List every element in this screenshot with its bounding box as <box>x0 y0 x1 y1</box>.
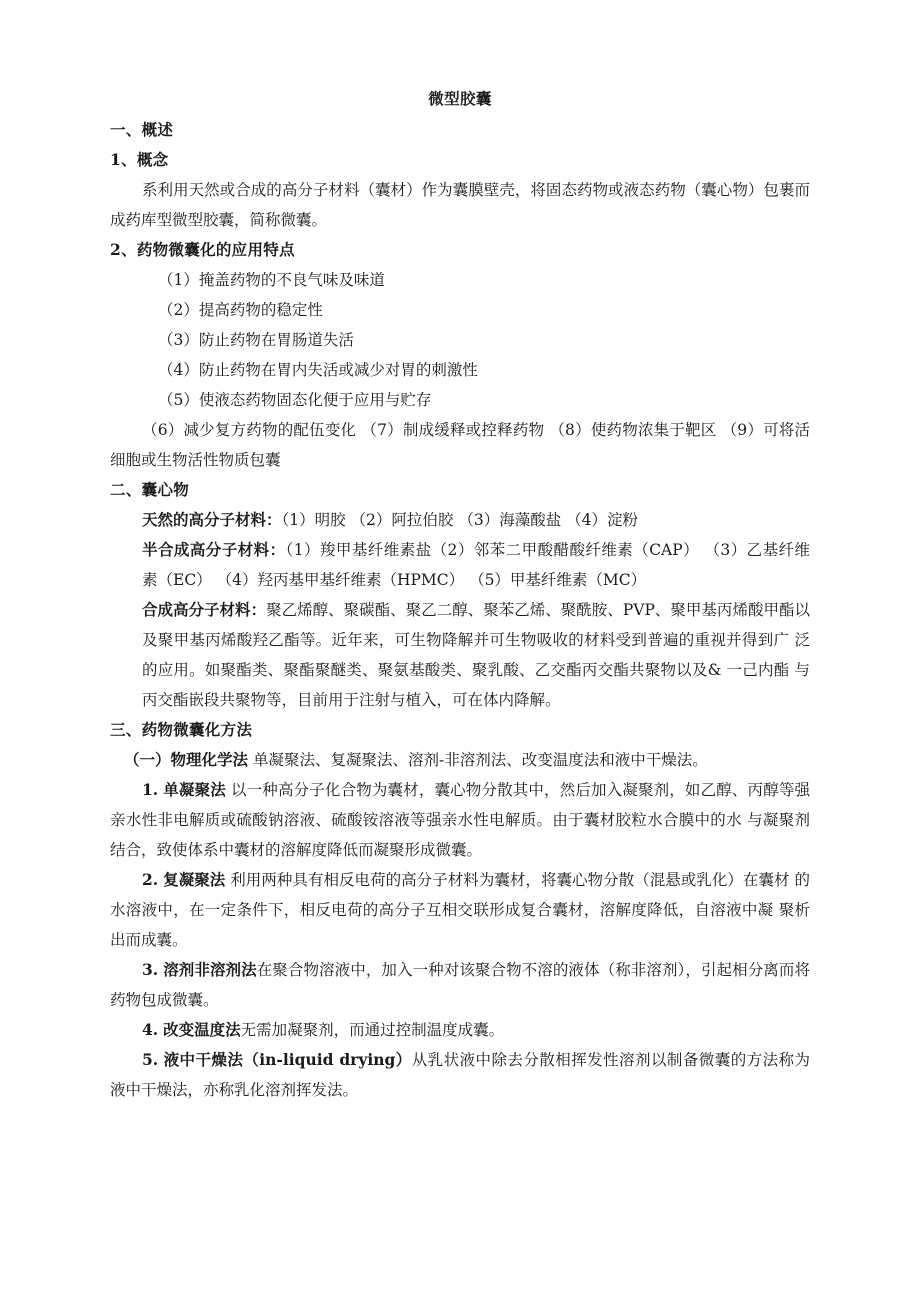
method-item-1-number: 1. <box>142 780 159 799</box>
method-item-5-desc: 从乳状液中除去分散相挥发性溶剂以制备微囊的方法称为液中干燥法，亦称乳化溶剂挥发法。 <box>110 1051 810 1099</box>
material-group-natural-content: （1）明胶 （2）阿拉伯胶 （3）海藻酸盐 （4）淀粉 <box>281 511 638 529</box>
heading-overview: 一、概述 <box>110 120 174 139</box>
method-item-5-name: 液中干燥法（in-liquid drying） <box>163 1050 412 1069</box>
method-item-2 <box>110 865 810 955</box>
method-item-2-number: 2. <box>142 870 159 889</box>
subheading-concept: 1、概念 <box>110 150 169 169</box>
material-group-semisynthetic-content: （1）羧甲基纤维素盐（2）邻苯二甲酸醋酸纤维素（CAP） （3）乙基纤维 素（EC） （4）羟丙基甲基纤维素（HPMC） （5）甲基纤维素（MC） <box>142 541 810 589</box>
material-group-semisynthetic <box>110 535 810 595</box>
method-category-content: 单凝聚法、复凝聚法、溶剂-非溶剂法、改变温度法和液中干燥法。 <box>252 751 708 769</box>
method-item-3 <box>110 955 810 1015</box>
paragraph-application-features-tail: （6）减少复方药物的配伍变化 （7）制成缓释或控释药物 （8）使药物浓集于靶区 （9）可将活细胞或生物活性物质包囊 <box>110 421 810 469</box>
list-item: （3）防止药物在胃肠道失活 <box>158 331 354 349</box>
subheading-application-features: 2、药物微囊化的应用特点 <box>110 240 295 259</box>
method-item-5 <box>110 1045 810 1105</box>
method-item-4 <box>110 1015 810 1045</box>
material-group-synthetic-content: 聚乙烯醇、聚碳酯、聚乙二醇、聚苯乙烯、聚酰胺、PVP、聚甲基丙烯酸甲酯以及聚甲基丙烯酸羟乙酯等。近年来，可生物降解并可生物吸收的材料受到普遍的重视并得到广 泛的应用。如聚酯类、聚酯聚醚类、聚氨基酸类、聚乳酸、乙交酯丙交酯共聚物以及& 一己内酯 与丙交酯嵌段共聚物等，目前用于注射与植入，可在体内降解。 <box>142 601 810 709</box>
material-group-synthetic-label: 合成高分子材料： <box>142 600 267 619</box>
method-item-1-desc: 以一种高分子化合物为囊材，囊心物分散其中，然后加入凝聚剂，如乙醇、丙醇等强亲水性非电解质或硫酸钠溶液、硫酸铵溶液等强亲水性电解质。由于囊材胶粒水合膜中的水 与凝聚剂结合，致使体系中囊材的溶解度降低而凝聚形成微囊。 <box>110 781 810 859</box>
method-item-1-name: 单凝聚法 <box>163 780 226 799</box>
method-item-1 <box>110 775 810 865</box>
paragraph-concept-definition: 系利用天然或合成的高分子材料（囊材）作为囊膜壁壳，将固态药物或液态药物（囊心物）包裹而 成药库型微型胶囊，简称微囊。 <box>110 181 810 229</box>
method-item-5-number: 5. <box>142 1050 159 1069</box>
list-item: （1）掩盖药物的不良气味及味道 <box>158 271 385 289</box>
method-item-3-number: 3. <box>142 960 159 979</box>
method-item-4-name: 改变温度法 <box>163 1020 241 1039</box>
method-item-2-desc: 利用两种具有相反电荷的高分子材料为囊材，将囊心物分散（混悬或乳化）在囊材 的水溶液中，在一定条件下，相反电荷的高分子互相交联形成复合囊材，溶解度降低，自溶液中凝 聚析出而成囊。 <box>110 871 810 949</box>
page-title: 微型胶囊 <box>428 89 492 108</box>
method-item-4-desc: 无需加凝聚剂，而通过控制温度成囊。 <box>240 1021 505 1039</box>
list-item: （5）使液态药物固态化便于应用与贮存 <box>158 391 432 409</box>
material-group-natural <box>110 505 810 535</box>
method-item-4-number: 4. <box>142 1020 159 1039</box>
list-item: （4）防止药物在胃内失活或减少对胃的刺激性 <box>158 361 478 379</box>
heading-microencapsulation-methods: 三、药物微囊化方法 <box>110 720 253 739</box>
method-item-3-name: 溶剂非溶剂法 <box>163 960 257 979</box>
method-item-2-name: 复凝聚法 <box>163 870 226 889</box>
heading-core-material: 二、囊心物 <box>110 480 190 499</box>
document-body <box>110 84 810 1105</box>
method-category-label: （一）物理化学法 <box>124 750 249 769</box>
material-group-natural-label: 天然的高分子材料： <box>142 510 282 529</box>
method-category-physicochemical <box>110 745 810 775</box>
material-group-synthetic <box>110 595 810 715</box>
list-item: （2）提高药物的稳定性 <box>158 301 323 319</box>
method-item-3-desc: 在聚合物溶液中，加入一种对该聚合物不溶的液体（称非溶剂），引起相分离而将药物包成微囊。 <box>110 961 810 1009</box>
material-group-semisynthetic-label: 半合成高分子材料： <box>142 540 286 559</box>
